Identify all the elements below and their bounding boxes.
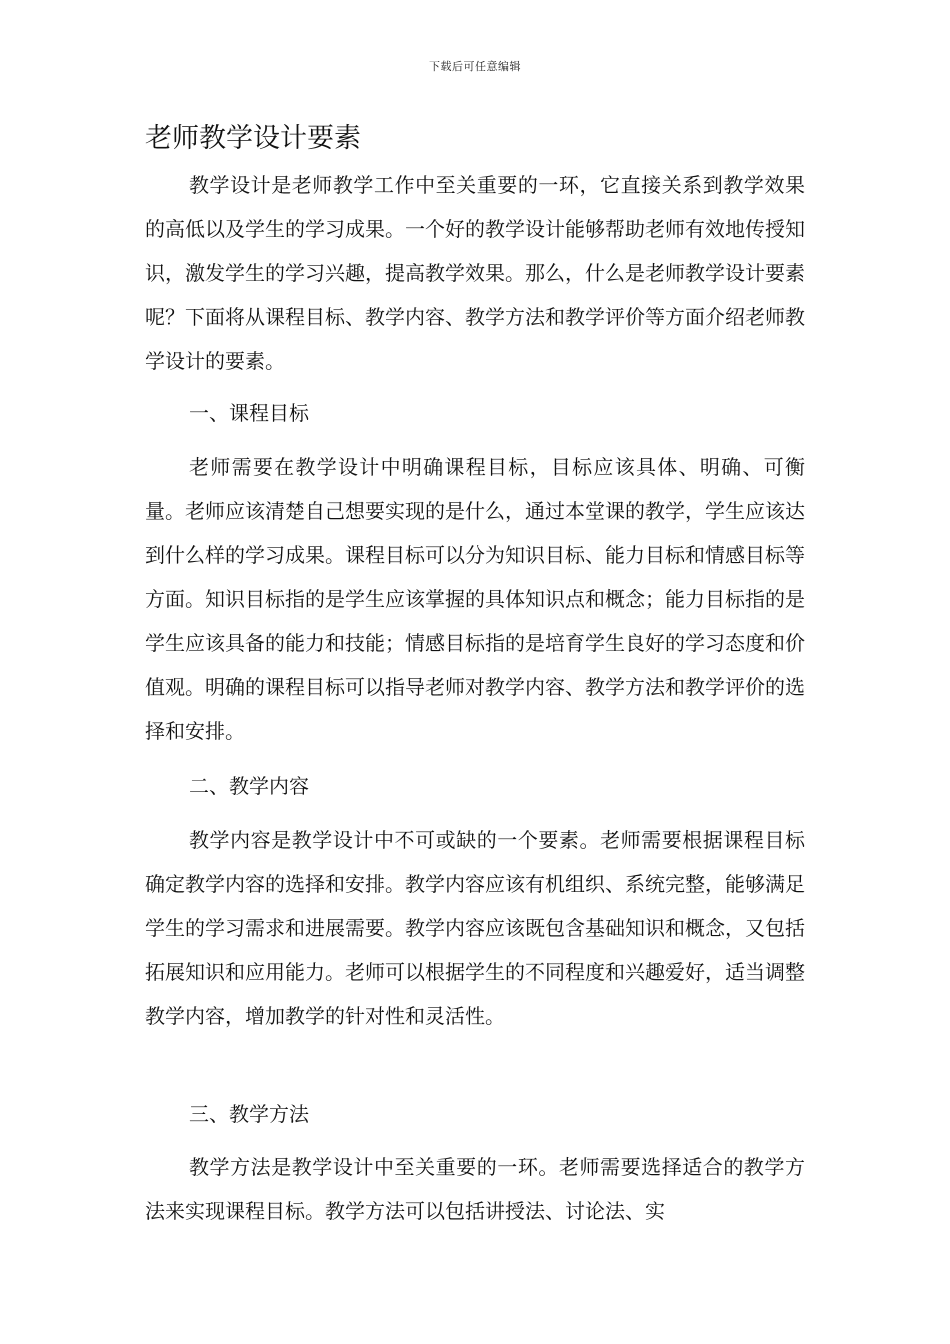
section-paragraph-course-goals: 老师需要在教学设计中明确课程目标，目标应该具体、明确、可衡量。老师应该清楚自己想要实现的是什么，通过本堂课的教学，学生应该达到什么样的学习成果。课程目标可以分为知识目标、能力目标和情感目标等方面。知识目标指的是学生应该掌握的具体知识点和概念；能力目标指的是学生应该具备的能力和技能；情感目标指的是培育学生良好的学习态度和价值观。明确的课程目标可以指导老师对教学内容、教学方法和教学评价的选择和安排。 [145, 455, 805, 743]
section-paragraph-teaching-content: 教学内容是教学设计中不可或缺的一个要素。老师需要根据课程目标确定教学内容的选择和安排。教学内容应该有机组织、系统完整，能够满足学生的学习需求和进展需要。教学内容应该既包含基础知识和概念，又包括拓展知识和应用能力。老师可以根据学生的不同程度和兴趣爱好，适当调整教学内容，增加教学的针对性和灵活性。 [145, 828, 805, 1028]
document-title: 老师教学设计要素 [145, 123, 361, 154]
section-heading-course-goals: 一、课程目标 [189, 401, 309, 425]
section-paragraph-teaching-methods: 教学方法是教学设计中至关重要的一环。老师需要选择适合的教学方法来实现课程目标。教学方法可以包括讲授法、讨论法、实 [145, 1155, 805, 1223]
page-header-note: 下载后可任意编辑 [429, 60, 521, 73]
section-heading-teaching-methods: 三、教学方法 [189, 1102, 309, 1126]
section-heading-teaching-content: 二、教学内容 [189, 774, 309, 798]
intro-paragraph: 教学设计是老师教学工作中至关重要的一环，它直接关系到教学效果的高低以及学生的学习成果。一个好的教学设计能够帮助老师有效地传授知识，激发学生的学习兴趣，提高教学效果。那么，什么是老师教学设计要素呢？下面将从课程目标、教学内容、教学方法和教学评价等方面介绍老师教学设计的要素。 [145, 173, 805, 373]
